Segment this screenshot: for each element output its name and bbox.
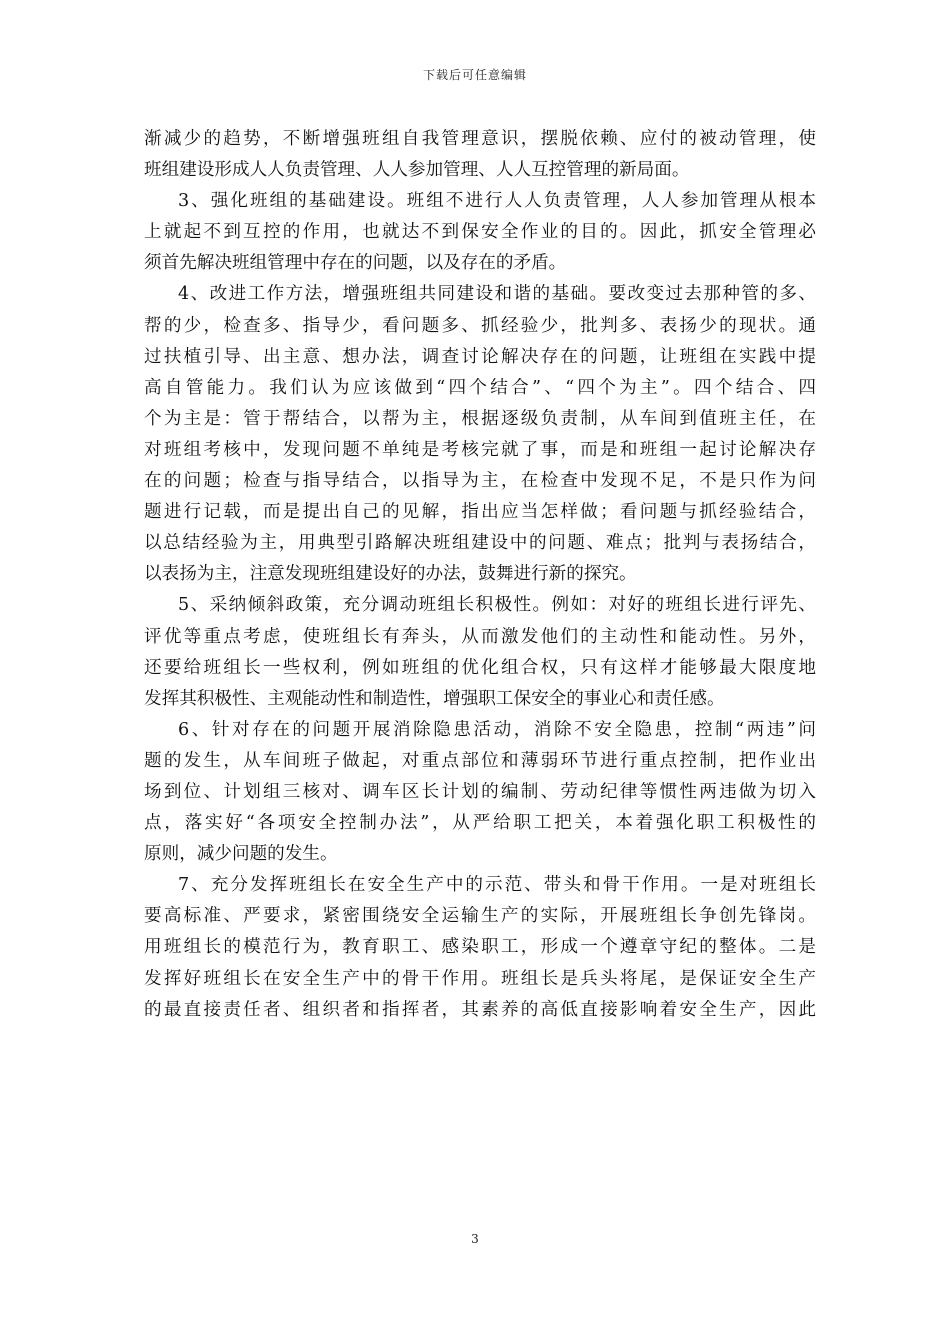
text-line: 还要给班组长一些权利，例如班组的优化组合权，只有这样才能够最大限度地 bbox=[144, 657, 816, 678]
text-line: 个为主是：管于帮结合，以帮为主，根据逐级负责制，从车间到值班主任，在 bbox=[144, 408, 816, 429]
text-line: 3、强化班组的基础建设。班组不进行人人负责管理，人人参加管理从根本 bbox=[178, 191, 816, 212]
text-line: 班组建设形成人人负责管理、人人参加管理、人人互控管理的新局面。 bbox=[144, 160, 690, 181]
text-line: 要高标准、严要求，紧密围绕安全运输生产的实际，开展班组长争创先锋岗。 bbox=[144, 906, 816, 927]
text-line: 过扶植引导、出主意、想办法，调查讨论解决存在的问题，让班组在实践中提 bbox=[144, 346, 816, 367]
page-header: 下载后可任意编辑 bbox=[422, 68, 527, 82]
text-line: 帮的少，检查多、指导少，看问题多、抓经验少，批判多、表扬少的现状。通 bbox=[144, 315, 816, 336]
page-number: 3 bbox=[471, 1232, 479, 1246]
text-line: 以表扬为主，注意发现班组建设好的办法，鼓舞进行新的探究。 bbox=[144, 564, 637, 585]
text-line: 5、采纳倾斜政策，充分调动班组长积极性。例如：对好的班组长进行评先、 bbox=[178, 595, 816, 616]
text-line: 须首先解决班组管理中存在的问题，以及存在的矛盾。 bbox=[144, 253, 567, 274]
text-line: 6、针对存在的问题开展消除隐患活动，消除不安全隐患，控制“两违”问 bbox=[178, 719, 816, 740]
text-line: 发挥好班组长在安全生产中的骨干作用。班组长是兵头将尾，是保证安全生产 bbox=[144, 968, 816, 989]
text-line: 用班组长的模范行为，教育职工、感染职工，形成一个遵章守纪的整体。二是 bbox=[144, 937, 816, 958]
text-line: 的最直接责任者、组织者和指挥者，其素养的高低直接影响着安全生产，因此 bbox=[144, 999, 816, 1020]
text-line: 高自管能力。我们认为应该做到“四个结合”、“四个为主”。四个结合、四 bbox=[144, 377, 816, 398]
text-line: 题进行记载，而是提出自己的见解，指出应当怎样做；看问题与抓经验结合， bbox=[144, 502, 816, 523]
text-line: 7、充分发挥班组长在安全生产中的示范、带头和骨干作用。一是对班组长 bbox=[178, 875, 816, 896]
text-line: 点，落实好“各项安全控制办法”，从严给职工把关，本着强化职工积极性的 bbox=[144, 813, 816, 834]
text-line: 评优等重点考虑，使班组长有奔头，从而激发他们的主动性和能动性。另外， bbox=[144, 626, 816, 647]
text-line: 发挥其积极性、主观能动性和制造性，增强职工保安全的事业心和责任感。 bbox=[144, 688, 725, 709]
text-line: 在的问题；检查与指导结合，以指导为主，在检查中发现不足，不是只作为问 bbox=[144, 471, 816, 492]
text-line: 上就起不到互控的作用，也就达不到保安全作业的目的。因此，抓安全管理必 bbox=[144, 222, 816, 243]
text-line: 对班组考核中，发现问题不单纯是考核完就了事，而是和班组一起讨论解决存 bbox=[144, 439, 816, 460]
text-line: 原则，减少问题的发生。 bbox=[144, 844, 338, 865]
text-line: 场到位、计划组三核对、调车区长计划的编制、劳动纪律等惯性两违做为切入 bbox=[144, 781, 816, 802]
text-line: 4、改进工作方法，增强班组共同建设和谐的基础。要改变过去那种管的多、 bbox=[178, 284, 816, 305]
text-line: 以总结经验为主，用典型引路解决班组建设中的问题、难点；批判与表扬结合， bbox=[144, 533, 816, 554]
text-line: 渐减少的趋势，不断增强班组自我管理意识，摆脱依赖、应付的被动管理，使 bbox=[144, 129, 816, 149]
text-line: 题的发生，从车间班子做起，对重点部位和薄弱环节进行重点控制，把作业出 bbox=[144, 750, 816, 771]
document-body bbox=[144, 124, 816, 1026]
